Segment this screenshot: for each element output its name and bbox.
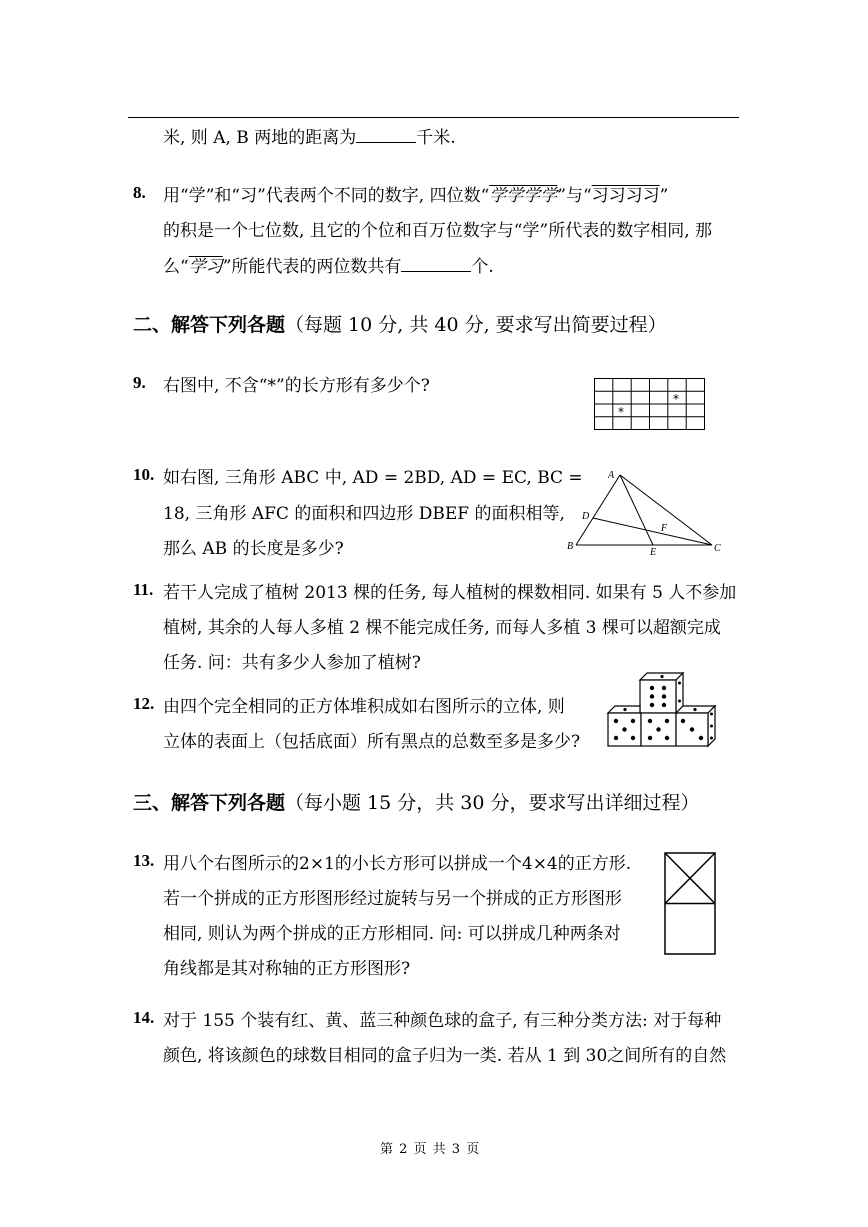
q8-line3 bbox=[163, 252, 494, 277]
q8-overline-number: 习习习习 bbox=[591, 186, 660, 206]
top-line-text: 米, 则 A, B 两地的距离为 bbox=[163, 128, 357, 148]
q10-line1: 如右图, 三角形 ABC 中, AD = 2BD, AD = EC, BC = bbox=[163, 468, 583, 488]
q8-text: 用“学”和“习”代表两个不同的数字, 四位数“ bbox=[163, 186, 490, 206]
star-mark: * bbox=[673, 392, 679, 406]
q13-domino-figure bbox=[664, 852, 718, 956]
q8-overline-number: 学学学学 bbox=[489, 186, 558, 206]
q8-text: ” bbox=[659, 186, 669, 206]
section2-note: （每题 10 分, 共 40 分, 要求写出简要过程） bbox=[285, 314, 667, 336]
answer-blank[interactable] bbox=[401, 255, 471, 272]
section3-heading bbox=[133, 788, 700, 815]
label-D: D bbox=[582, 511, 590, 522]
q10-number: 10. bbox=[133, 465, 155, 484]
label-C: C bbox=[714, 543, 721, 554]
header-rule bbox=[128, 117, 739, 118]
q13-line4: 角线都是其对称轴的正方形图形? bbox=[163, 959, 411, 979]
q8-text: 么“ bbox=[163, 257, 189, 277]
q8-text: 个. bbox=[471, 257, 494, 277]
q14-line1: 对于 155 个装有红、黄、蓝三种颜色球的盒子, 有三种分类方法: 对于每种 bbox=[163, 1011, 722, 1031]
q13-number: 13. bbox=[133, 851, 155, 870]
q12-line2: 立体的表面上（包括底面）所有黑点的总数至多是多少? bbox=[163, 732, 581, 752]
q9-grid-figure bbox=[594, 378, 706, 430]
label-B: B bbox=[567, 541, 574, 552]
q8-line1 bbox=[163, 181, 668, 206]
q8-overline-number: 学习 bbox=[188, 257, 223, 277]
q12-line1: 由四个完全相同的正方体堆积成如右图所示的立体, 则 bbox=[163, 697, 565, 717]
top-line-unit: 千米. bbox=[416, 128, 456, 148]
q11-number: 11. bbox=[133, 580, 154, 599]
star-mark: * bbox=[618, 405, 624, 419]
q13-line1: 用八个右图所示的2×1的小长方形可以拼成一个4×4的正方形. bbox=[163, 854, 632, 874]
q10-line2: 18, 三角形 AFC 的面积和四边形 DBEF 的面积相等, bbox=[163, 504, 565, 524]
q11-line3: 任务. 问：共有多少人参加了植树? bbox=[163, 653, 421, 673]
label-E: E bbox=[650, 547, 657, 558]
q10-triangle-figure bbox=[560, 465, 730, 560]
q8-text: ”所能代表的两位数共有 bbox=[222, 257, 402, 277]
q11-line2: 植树, 其余的人每人多植 2 棵不能完成任务, 而每人多植 3 棵可以超额完成 bbox=[163, 618, 721, 638]
q13-line2: 若一个拼成的正方形图形经过旋转与另一个拼成的正方形图形 bbox=[163, 889, 622, 909]
q8-number: 8. bbox=[133, 183, 146, 202]
answer-blank[interactable] bbox=[356, 126, 416, 143]
q10-line3: 那么 AB 的长度是多少? bbox=[163, 539, 344, 559]
section2-heading bbox=[133, 310, 667, 337]
q9-number: 9. bbox=[133, 373, 146, 392]
page-footer: 第 2 页 共 3 页 bbox=[380, 1142, 481, 1157]
label-F: F bbox=[661, 523, 668, 534]
q9-text: 右图中, 不含“*”的长方形有多少个? bbox=[163, 376, 430, 396]
section3-title: 三、解答下列各题 bbox=[133, 792, 286, 814]
q14-line2: 颜色, 将该颜色的球数目相同的盒子归为一类. 若从 1 到 30之间所有的自然 bbox=[163, 1046, 727, 1066]
q8-line2: 的积是一个七位数, 且它的个位和百万位数字与“学”所代表的数字相同, 那 bbox=[163, 221, 712, 241]
q12-cube-stack-figure bbox=[605, 668, 720, 748]
q11-line1: 若干人完成了植树 2013 棵的任务, 每人植树的棵数相同. 如果有 5 人不参加 bbox=[163, 583, 737, 603]
top-line bbox=[163, 123, 456, 148]
q14-number: 14. bbox=[133, 1008, 155, 1027]
section3-note: （每小题 15 分，共 30 分，要求写出详细过程） bbox=[285, 792, 700, 814]
q8-text: ”与“ bbox=[557, 186, 592, 206]
label-A: A bbox=[608, 470, 615, 481]
section2-title: 二、解答下列各题 bbox=[133, 314, 286, 336]
q12-number: 12. bbox=[133, 694, 155, 713]
q13-line3: 相同, 则认为两个拼成的正方形相同. 问: 可以拼成几种两条对 bbox=[163, 924, 621, 944]
